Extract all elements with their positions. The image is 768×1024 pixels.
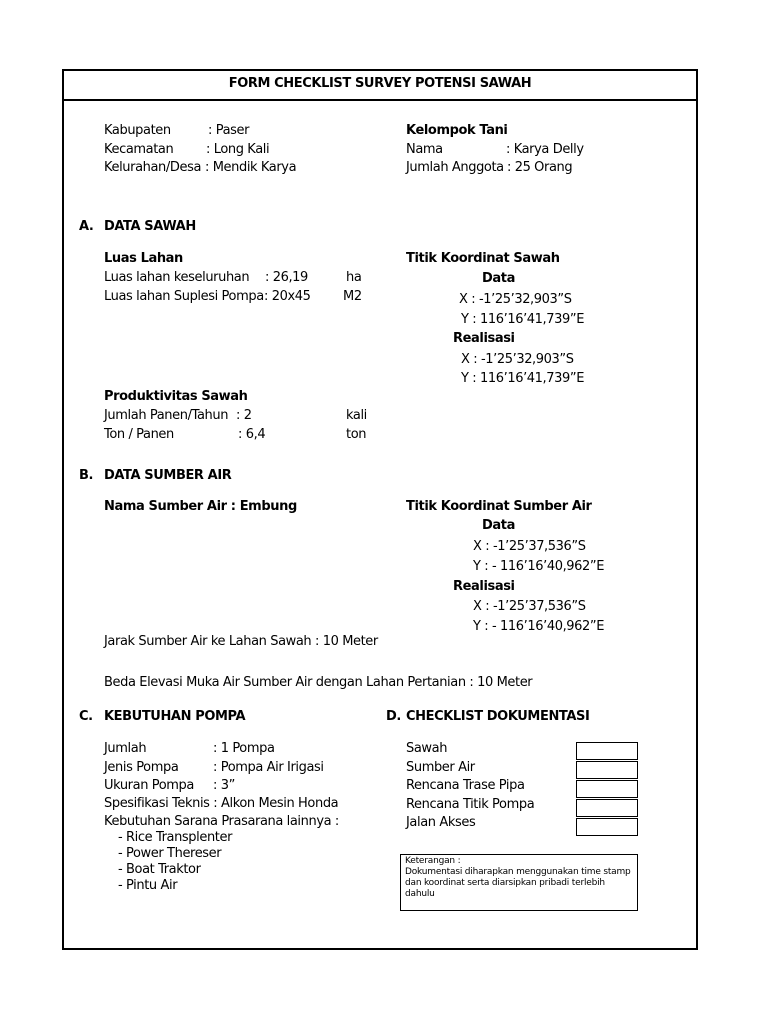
checkbox-sumber-air[interactable]	[576, 761, 638, 779]
nama-value: : Karya Delly	[506, 142, 584, 157]
ton-value: : 6,4	[238, 427, 266, 442]
kecamatan-label: Kecamatan	[104, 142, 174, 157]
anggota-label: Jumlah Anggota	[406, 160, 504, 175]
koord-sawah-data-label: Data	[482, 271, 515, 286]
kelurahan-value: : Mendik Karya	[205, 160, 297, 175]
jumlah-label: Jumlah	[104, 741, 147, 756]
section-b-letter: B.	[79, 468, 94, 483]
koord-sawah-data-y: Y : 116’16’41,739”E	[461, 312, 585, 327]
spesifikasi: Spesifikasi Teknis : Alkon Mesin Honda	[104, 796, 339, 811]
kabupaten-value: : Paser	[208, 123, 250, 138]
beda-elevasi: Beda Elevasi Muka Air Sumber Air dengan Lahan Pertanian : 10 Meter	[104, 675, 533, 690]
title-bar	[62, 69, 698, 101]
ukuran-value: : 3”	[213, 778, 235, 793]
section-a-letter: A.	[79, 219, 94, 234]
jenis-label: Jenis Pompa	[104, 760, 179, 775]
checklist-item-trase-pipa: Rencana Trase Pipa	[406, 778, 525, 793]
section-a-heading: DATA SAWAH	[104, 219, 196, 234]
sarana-item: - Pintu Air	[118, 878, 178, 893]
section-d-letter: D.	[386, 709, 401, 724]
panen-value: : 2	[236, 408, 252, 423]
luas-suplesi-value: : 20x45	[264, 289, 311, 304]
luas-suplesi-label: Luas lahan Suplesi Pompa	[104, 289, 264, 304]
koord-sumber-real-x: X : -1’25’37,536”S	[473, 599, 586, 614]
luas-total-value: : 26,19	[265, 270, 308, 285]
sarana-item: - Boat Traktor	[118, 862, 201, 877]
checklist-item-jalan-akses: Jalan Akses	[406, 815, 476, 830]
checklist-item-sumber-air: Sumber Air	[406, 760, 475, 775]
koord-sawah-data-x: X : -1’25’32,903”S	[459, 292, 572, 307]
koord-sumber-data-y: Y : - 116’16’40,962”E	[473, 559, 605, 574]
sarana-label: Kebutuhan Sarana Prasarana lainnya :	[104, 814, 339, 829]
sarana-item: - Rice Transplenter	[118, 830, 233, 845]
anggota-value: : 25 Orang	[507, 160, 573, 175]
panen-label: Jumlah Panen/Tahun	[104, 408, 229, 423]
keterangan-box	[400, 854, 638, 911]
jenis-value: : Pompa Air Irigasi	[213, 760, 324, 775]
checkbox-sawah[interactable]	[576, 742, 638, 760]
checkbox-titik-pompa[interactable]	[576, 799, 638, 817]
ton-unit: ton	[346, 427, 367, 442]
koord-sawah-real-x: X : -1’25’32,903”S	[461, 352, 574, 367]
luas-total-label: Luas lahan keseluruhan	[104, 270, 250, 285]
section-d-heading: CHECKLIST DOKUMENTASI	[406, 709, 590, 724]
section-c-letter: C.	[79, 709, 93, 724]
kabupaten-label: Kabupaten	[104, 123, 171, 138]
koord-sumber-real-label: Realisasi	[453, 579, 515, 594]
koord-sumber-data-x: X : -1’25’37,536”S	[473, 539, 586, 554]
kelompok-heading: Kelompok Tani	[406, 123, 508, 138]
luas-suplesi-unit: M2	[343, 289, 362, 304]
form-title: FORM CHECKLIST SURVEY POTENSI SAWAH	[228, 76, 532, 91]
checklist-item-sawah: Sawah	[406, 741, 448, 756]
produktivitas-heading: Produktivitas Sawah	[104, 389, 248, 404]
koord-sawah-real-label: Realisasi	[453, 331, 515, 346]
nama-label: Nama	[406, 142, 443, 157]
checkbox-trase-pipa[interactable]	[576, 780, 638, 798]
koord-sumber-data-label: Data	[482, 518, 515, 533]
jumlah-value: : 1 Pompa	[213, 741, 275, 756]
kecamatan-value: : Long Kali	[206, 142, 270, 157]
sarana-item: - Power Thereser	[118, 846, 222, 861]
koord-sawah-real-y: Y : 116’16’41,739”E	[461, 371, 585, 386]
jarak-sumber: Jarak Sumber Air ke Lahan Sawah : 10 Meter	[104, 634, 378, 649]
koord-sumber-heading: Titik Koordinat Sumber Air	[406, 499, 592, 514]
koord-sawah-heading: Titik Koordinat Sawah	[406, 251, 560, 266]
panen-unit: kali	[346, 408, 367, 423]
section-c-heading: KEBUTUHAN POMPA	[104, 709, 246, 724]
keterangan-text: Dokumentasi diharapkan menggunakan time stamp dan koordinat serta diarsipkan pribadi terlebih dahulu	[405, 867, 631, 899]
checkbox-jalan-akses[interactable]	[576, 818, 638, 836]
ton-label: Ton / Panen	[104, 427, 174, 442]
koord-sumber-real-y: Y : - 116’16’40,962”E	[473, 619, 605, 634]
luas-heading: Luas Lahan	[104, 251, 183, 266]
luas-total-unit: ha	[346, 270, 362, 285]
keterangan-title: Keterangan :	[405, 856, 461, 866]
kelurahan-label: Kelurahan/Desa	[104, 160, 202, 175]
ukuran-label: Ukuran Pompa	[104, 778, 194, 793]
sumber-nama: Nama Sumber Air : Embung	[104, 499, 297, 514]
checklist-item-titik-pompa: Rencana Titik Pompa	[406, 797, 535, 812]
section-b-heading: DATA SUMBER AIR	[104, 468, 232, 483]
